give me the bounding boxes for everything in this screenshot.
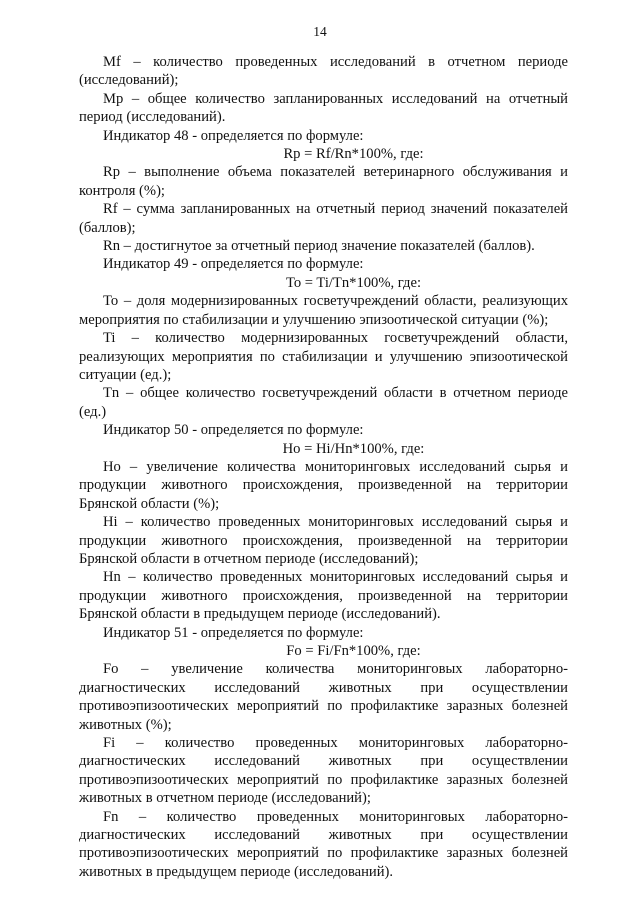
paragraph-rp: Rp – выполнение объема показателей ветеринарного обслуживания и контроля (%);	[79, 164, 568, 199]
indicator-49-heading: Индикатор 49 - определяется по формуле:	[103, 256, 364, 273]
document-body	[79, 53, 568, 881]
paragraph-hn: Hn – количество проведенных мониторинговых исследований сырья и продукции животного происхождения, произведенной на территории Брянской области в предыдущем периоде (исследований).	[79, 569, 568, 623]
indicator-51-heading: Индикатор 51 - определяется по формуле:	[103, 624, 364, 641]
paragraph-rf: Rf – сумма запланированных на отчетный период значений показателей (баллов);	[79, 201, 568, 236]
paragraph-hi: Hi – количество проведенных мониторинговых исследований сырья и продукции животного происхождения, произведенной на территории Брянской области в отчетном периоде (исследований);	[79, 514, 568, 567]
paragraph-fo: Fo – увеличение количества мониторинговых лабораторно-диагностических исследований животных при осуществлении противоэпизоотических мероприятий по профилактике заразных болезней животных (%);	[79, 661, 568, 733]
paragraph-ti: Ti – количество модернизированных госветучреждений области, реализующих мероприятия по стабилизации и улучшению эпизоотической ситуации (ед.);	[79, 330, 568, 383]
paragraph-fi: Fi – количество проведенных мониторинговых лабораторно-диагностических исследований животных при осуществлении противоэпизоотических мероприятий по профилактике заразных болезней животных в отчетном периоде (исследований);	[79, 735, 568, 807]
page-number: 14	[313, 24, 327, 39]
paragraph-to: To – доля модернизированных госветучреждений области, реализующих мероприятия по стабилизации и улучшению эпизоотической ситуации (%);	[79, 293, 568, 328]
paragraph-rn: Rn – достигнутое за отчетный период значение показателей (баллов).	[103, 238, 535, 255]
paragraph-ho: Ho – увеличение количества мониторинговых исследований сырья и продукции животного происхождения, произведенной на территории Брянской области (%);	[79, 458, 568, 512]
paragraph-fn: Fn – количество проведенных мониторинговых лабораторно-диагностических исследований животных при осуществлении противоэпизоотических мероприятий по профилактике заразных болезней животных в предыдущем периоде (исследований).	[79, 808, 568, 880]
formula-fo: Fo = Fi/Fn*100%, где:	[286, 643, 421, 659]
paragraph-mf: Mf – количество проведенных исследований в отчетном периоде (исследований);	[79, 54, 568, 89]
indicator-50-heading: Индикатор 50 - определяется по формуле:	[103, 422, 364, 439]
paragraph-tn: Tn – общее количество госветучреждений области в отчетном периоде (ед.)	[79, 385, 568, 420]
indicator-48-heading: Индикатор 48 - определяется по формуле:	[103, 127, 364, 144]
formula-to: To = Ti/Tn*100%, где:	[285, 274, 422, 291]
formula-ho: Ho = Hi/Hn*100%, где:	[282, 440, 425, 457]
formula-rp: Rp = Rf/Rn*100%, где:	[283, 146, 424, 163]
paragraph-mp: Mp – общее количество запланированных исследований на отчетный период (исследований).	[79, 90, 568, 126]
